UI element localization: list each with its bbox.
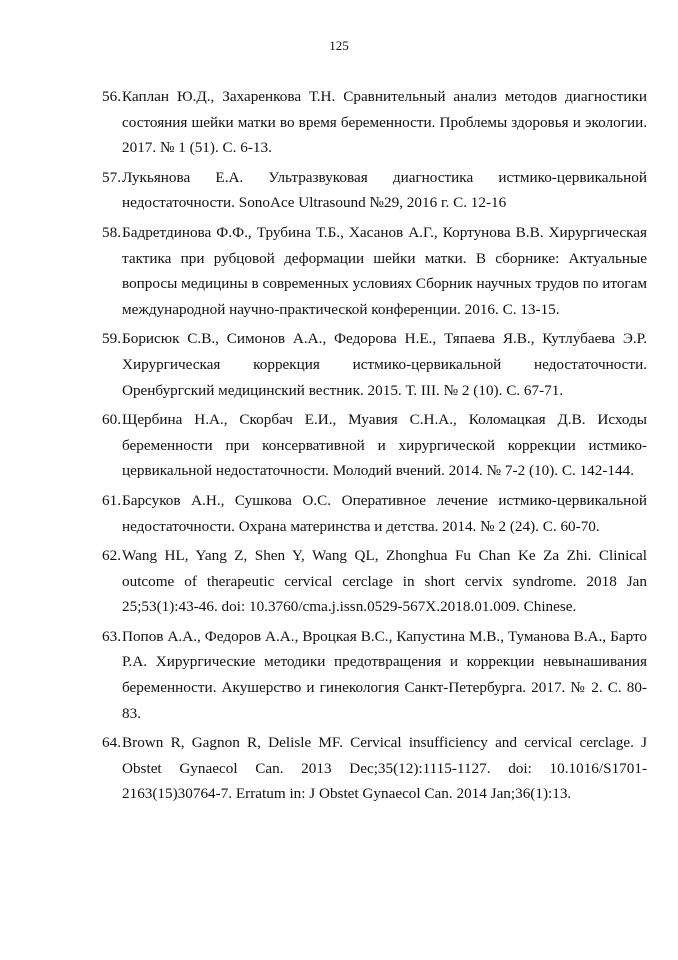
reference-number: 56. — [102, 88, 121, 105]
reference-item — [102, 326, 647, 403]
reference-item — [102, 730, 647, 807]
reference-list — [102, 84, 647, 811]
reference-text: Щербина Н.А., Скорбач Е.И., Муавия С.Н.А., Коломацкая Д.В. Исходы беременности при консервативной и хирургической коррекции истмико-цервикальной недостаточности. Молодий вчений. 2014. № 7-2 (10). С. 142-144. — [122, 411, 647, 480]
reference-number: 58. — [102, 223, 121, 241]
reference-number: 62. — [102, 547, 121, 565]
reference-text: Бадретдинова Ф.Ф., Трубина Т.Б., Хасанов А.Г., Кортунова В.В. Хирургическая тактика при рубцовой деформации шейки матки. В сборнике: Актуальные вопросы медицины в современных условиях Сборник научных трудов по итогам международной научно-практической конференции. 2016. С. 13-15. — [122, 223, 647, 318]
reference-number: 63. — [102, 627, 121, 645]
reference-text: Попов А.А., Федоров А.А., Вроцкая В.С., Капустина М.В., Туманова В.А., Барто Р.А. Хирургические методики предотвращения и коррекции невынашивания беременности. Акушерство и гинекология Санкт-Петербурга. 2017. № 2. С. 80-83. — [122, 627, 647, 722]
reference-text: Борисюк С.В., Симонов А.А., Федорова Н.Е., Тяпаева Я.В., Кутлубаева Э.Р. Хирургическая коррекция истмико-цервикальной недостаточности. Оренбургский медицинский вестник. 2015. Т. III. № 2 (10). С. 67-71. — [122, 330, 647, 399]
reference-item — [102, 165, 647, 216]
page-number: 125 — [329, 38, 349, 53]
reference-number: 60. — [102, 411, 121, 429]
reference-text: Лукьянова Е.А. Ультразвуковая диагностика истмико-цервикальной недостаточности. SonoAce Ultrasound №29, 2016 г. С. 12-16 — [122, 168, 647, 212]
reference-text: Brown R, Gagnon R, Delisle MF. Cervical insufficiency and cervical cerclage. J Obstet Gynaecol Can. 2013 Dec;35(12):1115-1127. doi: 10.1016/S1701-2163(15)30764-7. Erratum in: J Obstet Gynaecol Can. 2014 Jan;36(1):13. — [122, 734, 647, 803]
reference-item — [102, 407, 647, 484]
reference-item — [102, 543, 647, 620]
reference-text: Барсуков А.Н., Сушкова О.С. Оперативное лечение истмико-цервикальной недостаточности. Охрана материнства и детства. 2014. № 2 (24). С. 60-70. — [122, 491, 647, 535]
reference-item — [102, 84, 647, 161]
reference-item — [102, 220, 647, 322]
reference-text: Каплан Ю.Д., Захаренкова Т.Н. Сравнительный анализ методов диагностики состояния шейки матки во время беременности. Проблемы здоровья и экологии. 2017. № 1 (51). С. 6-13. — [122, 88, 647, 157]
reference-item — [102, 624, 647, 726]
reference-number: 61. — [102, 491, 121, 509]
reference-number: 57. — [102, 168, 121, 186]
reference-number: 64. — [102, 734, 121, 752]
reference-number: 59. — [102, 330, 121, 348]
reference-text: Wang HL, Yang Z, Shen Y, Wang QL, Zhonghua Fu Chan Ke Za Zhi. Clinical outcome of therapeutic cervical cerclage in short cervix syndrome. 2018 Jan 25;53(1):43-46. doi: 10.3760/cma.j.issn.0529-567X.2018.01.009. Chinese. — [122, 547, 647, 616]
reference-item — [102, 488, 647, 539]
